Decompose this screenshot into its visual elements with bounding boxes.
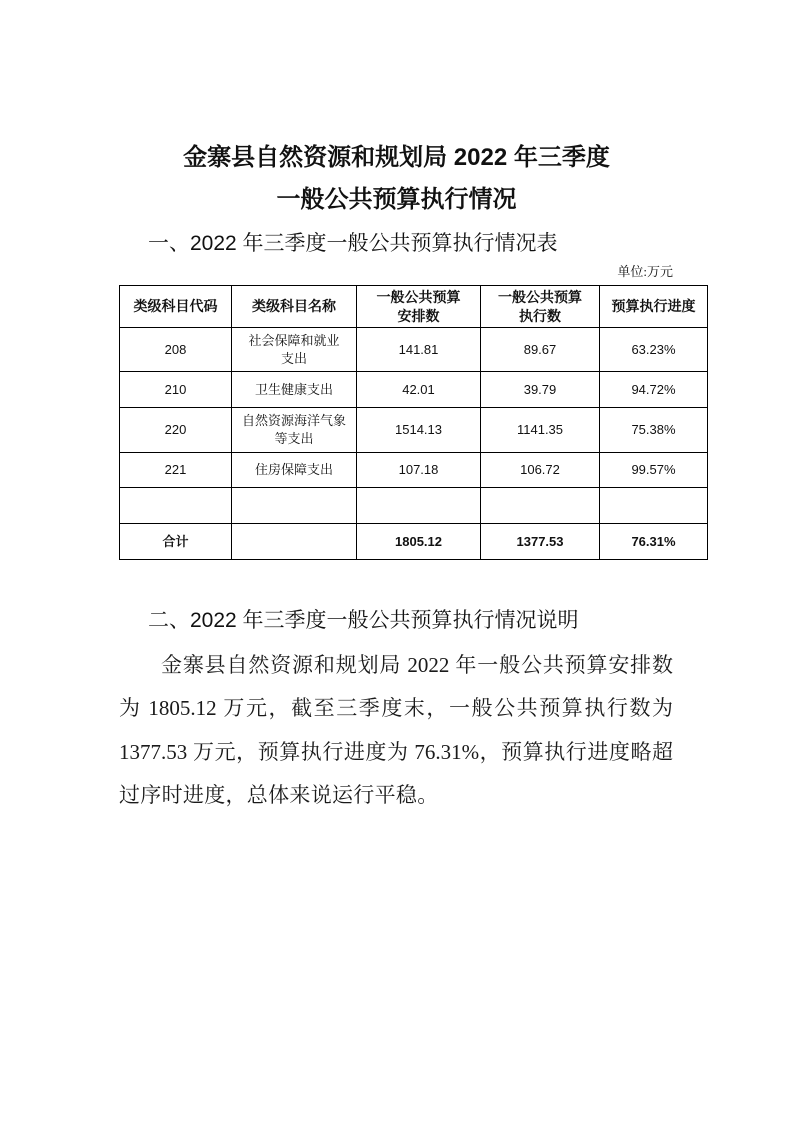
header-budget-amount: 一般公共预算 安排数 (357, 286, 481, 328)
budget-execution-table (119, 285, 708, 560)
header-category-code: 类级科目代码 (120, 286, 232, 328)
total-label-cell: 合计 (120, 524, 232, 560)
paragraph-line: 过序时进度，总体来说运行平稳。 (119, 783, 439, 808)
header-executed-amount: 一般公共预算 执行数 (481, 286, 600, 328)
table-row (120, 408, 708, 453)
empty-cell (232, 488, 357, 524)
executed-amount-cell: 39.79 (481, 372, 600, 408)
empty-cell (232, 524, 357, 560)
category-name-cell: 自然资源海洋气象 等支出 (232, 408, 357, 453)
budget-amount-cell: 42.01 (357, 372, 481, 408)
category-name-cell: 住房保障支出 (232, 453, 357, 488)
total-progress-cell: 76.31% (600, 524, 708, 560)
section-1-heading: 一、2022 年三季度一般公共预算执行情况表 (148, 232, 558, 255)
category-name-cell: 卫生健康支出 (232, 372, 357, 408)
category-code-cell: 210 (120, 372, 232, 408)
section-2-heading: 二、2022 年三季度一般公共预算执行情况说明 (148, 609, 579, 632)
budget-amount-cell: 141.81 (357, 328, 481, 372)
execution-progress-cell: 75.38% (600, 408, 708, 453)
explanation-paragraph (119, 644, 673, 818)
paragraph-line: 1377.53 万元，预算执行进度为 76.31%，预算执行进度略超 (119, 739, 673, 764)
empty-table-row (120, 488, 708, 524)
category-code-cell: 220 (120, 408, 232, 453)
executed-amount-cell: 106.72 (481, 453, 600, 488)
category-code-cell: 221 (120, 453, 232, 488)
paragraph-line: 金寨县自然资源和规划局 2022 年一般公共预算安排数 (161, 653, 673, 677)
total-budget-cell: 1805.12 (357, 524, 481, 560)
budget-amount-cell: 1514.13 (357, 408, 481, 453)
table-header-row (120, 286, 708, 328)
empty-cell (481, 488, 600, 524)
document-title-line-1: 金寨县自然资源和规划局 2022 年三季度 (183, 144, 610, 171)
table-row (120, 328, 708, 372)
paragraph-line: 为 1805.12 万元，截至三季度末，一般公共预算执行数为 (119, 696, 673, 721)
empty-cell (120, 488, 232, 524)
header-category-name: 类级科目名称 (232, 286, 357, 328)
category-name-cell: 社会保障和就业 支出 (232, 328, 357, 372)
execution-progress-cell: 99.57% (600, 453, 708, 488)
table-total-row (120, 524, 708, 560)
document-title-line-2: 一般公共预算执行情况 (276, 186, 517, 213)
category-code-cell: 208 (120, 328, 232, 372)
executed-amount-cell: 1141.35 (481, 408, 600, 453)
empty-cell (600, 488, 708, 524)
table-row (120, 453, 708, 488)
header-execution-progress: 预算执行进度 (600, 286, 708, 328)
empty-cell (357, 488, 481, 524)
execution-progress-cell: 94.72% (600, 372, 708, 408)
total-executed-cell: 1377.53 (481, 524, 600, 560)
executed-amount-cell: 89.67 (481, 328, 600, 372)
execution-progress-cell: 63.23% (600, 328, 708, 372)
table-row (120, 372, 708, 408)
budget-amount-cell: 107.18 (357, 453, 481, 488)
unit-label: 单位:万元 (617, 264, 673, 279)
